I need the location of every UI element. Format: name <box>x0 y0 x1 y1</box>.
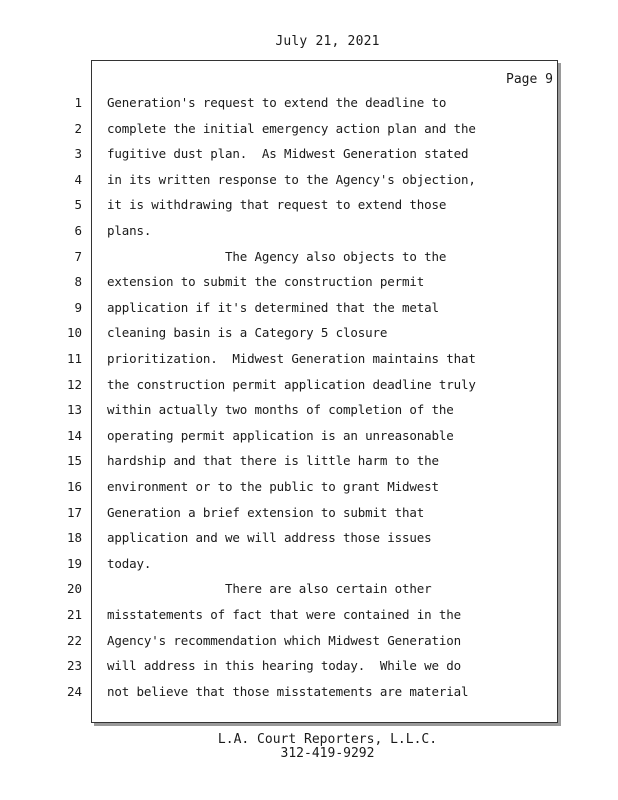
line-number: 22 <box>66 632 82 648</box>
transcript-line: environment or to the public to grant Midwest <box>107 479 439 494</box>
transcript-line: it is withdrawing that request to extend those <box>107 197 447 213</box>
transcript-line: today. <box>107 555 152 571</box>
line-number: 13 <box>66 402 82 418</box>
line-number: 20 <box>66 581 82 597</box>
line-number: 10 <box>66 325 82 341</box>
transcript-line: prioritization. Midwest Generation maintains that <box>107 351 476 366</box>
line-number: 6 <box>74 223 82 238</box>
line-number: 8 <box>74 274 82 290</box>
transcript-line: in its written response to the Agency's objection, <box>107 171 476 187</box>
line-number: 14 <box>66 427 82 443</box>
transcript-line: will address in this hearing today. While we do <box>107 658 462 674</box>
transcript-line: hardship and that there is little harm to the <box>107 453 439 469</box>
transcript-line: Generation's request to extend the deadline to <box>107 95 447 110</box>
line-number: 24 <box>66 683 82 699</box>
line-number: 9 <box>74 299 82 315</box>
line-number: 3 <box>74 146 82 162</box>
reporter-company: L.A. Court Reporters, L.L.C. <box>217 732 438 747</box>
transcript-line: application and we will address those issues <box>107 530 432 546</box>
line-number: 18 <box>66 530 82 546</box>
line-number: 16 <box>66 479 82 494</box>
transcript-line: Generation a brief extension to submit that <box>107 504 425 520</box>
line-number: 17 <box>66 504 82 520</box>
line-number: 5 <box>74 197 82 213</box>
transcript-line: Agency's recommendation which Midwest Generation <box>107 632 462 648</box>
line-number: 2 <box>74 120 82 136</box>
transcript-line: fugitive dust plan. As Midwest Generation stated <box>107 146 469 162</box>
transcript-line: plans. <box>107 223 152 238</box>
line-number: 19 <box>66 555 82 571</box>
transcript-line: the construction permit application deadline truly <box>107 376 476 392</box>
line-number: 7 <box>74 248 82 264</box>
transcript-line: extension to submit the construction permit <box>107 274 425 290</box>
line-number: 15 <box>66 453 82 469</box>
line-number: 4 <box>74 171 82 187</box>
line-number: 11 <box>66 351 82 366</box>
transcript-line: misstatements of fact that were contained in the <box>107 607 462 622</box>
line-number: 12 <box>66 376 82 392</box>
transcript-line: operating permit application is an unreasonable <box>107 427 454 443</box>
transcript-line: cleaning basin is a Category 5 closure <box>107 325 388 341</box>
transcript-date: July 21, 2021 <box>275 34 380 49</box>
line-number: 21 <box>66 607 82 622</box>
line-number: 1 <box>74 95 82 110</box>
transcript-line: The Agency also objects to the <box>107 248 447 264</box>
transcript-line: There are also certain other <box>107 581 432 597</box>
line-number: 23 <box>66 658 82 674</box>
reporter-phone: 312-419-9292 <box>280 746 375 761</box>
transcript-line: complete the initial emergency action plan and the <box>107 120 476 136</box>
page-number: Page 9 <box>506 72 553 87</box>
transcript-line: application if it's determined that the metal <box>107 299 439 315</box>
transcript-line: within actually two months of completion of the <box>107 402 454 418</box>
transcript-line: not believe that those misstatements are material <box>107 683 469 699</box>
footer <box>0 733 618 761</box>
